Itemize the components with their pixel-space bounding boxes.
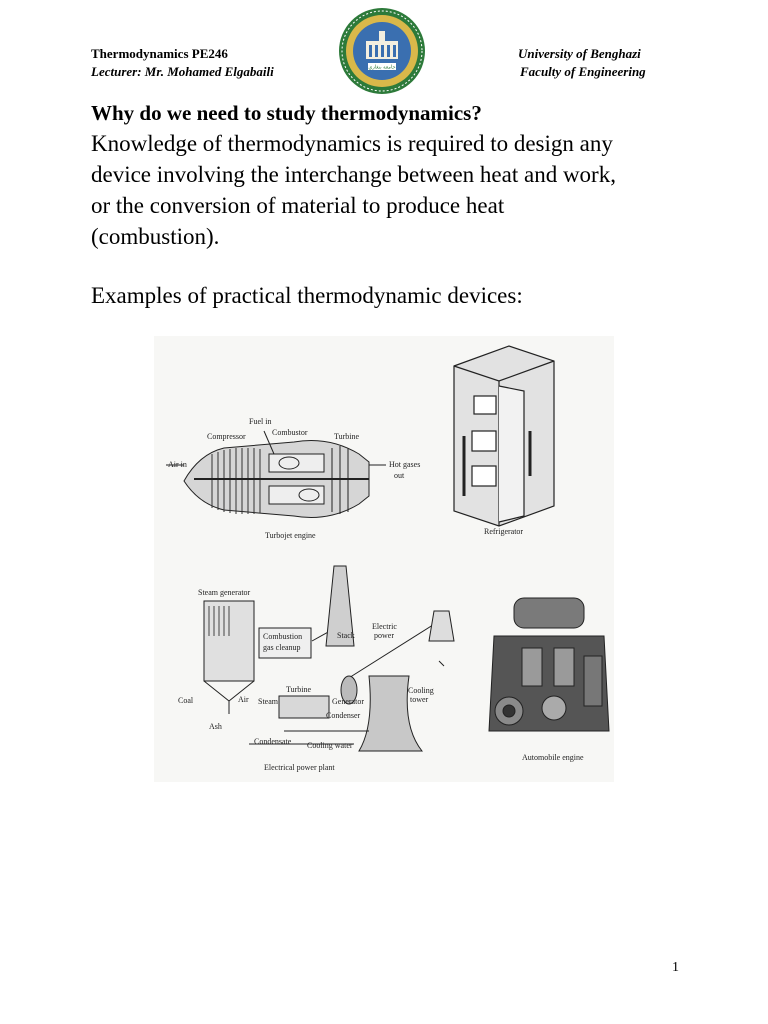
label-fuel-in: Fuel in	[249, 417, 272, 426]
turbojet-engine-illustration	[166, 431, 386, 518]
power-plant-caption: Electrical power plant	[264, 763, 335, 772]
devices-illustration	[154, 336, 614, 782]
intro-paragraph	[91, 128, 691, 252]
label-compressor: Compressor	[207, 432, 246, 441]
label-condensate: Condensate	[254, 737, 292, 746]
label-ash: Ash	[209, 722, 222, 731]
section-heading: Why do we need to study thermodynamics?	[91, 101, 482, 125]
refrigerator-caption: Refrigerator	[484, 527, 524, 536]
label-combustion: Combustion	[263, 632, 303, 641]
header-right	[518, 45, 646, 81]
paragraph-line: (combustion).	[91, 224, 220, 249]
paragraph-line: device involving the interchange between heat and work,	[91, 162, 616, 187]
label-stack: Stack	[337, 631, 355, 640]
label-gas-cleanup: gas cleanup	[263, 643, 301, 652]
automobile-engine-illustration	[489, 598, 609, 731]
label-air-in: Air in	[168, 460, 187, 469]
label-steam: Steam	[258, 697, 278, 706]
devices-figure	[154, 336, 614, 782]
label-hot-gases: Hot gases	[389, 460, 421, 469]
label-cooling-water: Cooling water	[307, 741, 353, 750]
label-generator: Generator	[332, 697, 364, 706]
label-tower: tower	[410, 695, 429, 704]
paragraph-line: or the conversion of material to produce heat	[91, 193, 505, 218]
examples-title: Examples of practical thermodynamic devices:	[91, 283, 523, 308]
automobile-engine-caption: Automobile engine	[522, 753, 584, 762]
logo-arabic-text: جامعة بنغازي	[368, 64, 396, 71]
faculty-name: Faculty of Engineering	[520, 64, 646, 79]
paragraph-line: Knowledge of thermodynamics is required to design any	[91, 131, 613, 156]
university-name: University of Benghazi	[518, 46, 641, 61]
label-power: power	[374, 631, 394, 640]
label-steam-generator: Steam generator	[198, 588, 251, 597]
label-air: Air	[238, 695, 249, 704]
label-turbine-plant: Turbine	[286, 685, 312, 694]
turbojet-caption: Turbojet engine	[265, 531, 316, 540]
label-coal: Coal	[178, 696, 194, 705]
label-combustor: Combustor	[272, 428, 308, 437]
university-logo	[338, 7, 426, 95]
label-turbine: Turbine	[334, 432, 360, 441]
course-title: Thermodynamics PE246	[91, 46, 228, 61]
label-out: out	[394, 471, 405, 480]
page-number: 1	[672, 960, 679, 975]
lecturer-name: Lecturer: Mr. Mohamed Elgabaili	[91, 64, 274, 79]
label-cooling: Cooling	[408, 686, 434, 695]
label-electric: Electric	[372, 622, 397, 631]
label-condenser: Condenser	[326, 711, 361, 720]
refrigerator-illustration	[454, 346, 554, 526]
header-left	[91, 45, 274, 81]
